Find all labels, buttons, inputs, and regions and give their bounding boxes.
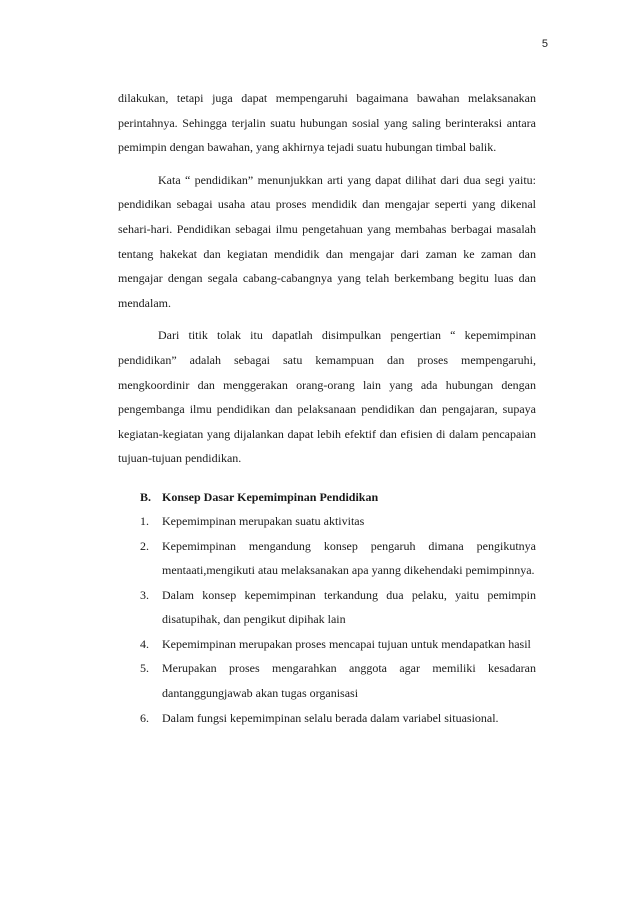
list-item-number: 4. bbox=[140, 636, 149, 651]
list-item-number: 1. bbox=[140, 513, 149, 528]
list-item bbox=[140, 583, 536, 632]
paragraph-kepemimpinan-pendidikan: Dari titik tolak itu dapatlah disimpulkan pengertian “ kepemimpinan pendidikan” adalah sebagai satu kemampuan dan proses mempengaruhi, mengkoordinir dan menggerakan orang-orang lain yang ada hubungan dengan pengembanga ilmu pendidikan dan pelaksanaan pendidikan dan pengajaran, supaya kegiatan-kegiatan yang dijalankan dapat lebih efektif dan efisien di dalam pencapaian tujuan-tujuan pendidikan. bbox=[118, 328, 536, 466]
list-item-number: 3. bbox=[140, 587, 149, 602]
list-item-text: Dalam fungsi kepemimpinan selalu berada dalam variabel situasional. bbox=[162, 710, 499, 725]
concept-list bbox=[140, 509, 536, 730]
list-item bbox=[140, 706, 536, 731]
list-item-text: Merupakan proses mengarahkan anggota agar memiliki kesadaran dantanggungjawab akan tugas organisasi bbox=[162, 661, 536, 701]
list-item-text: Dalam konsep kepemimpinan terkandung dua pelaku, yaitu pemimpin disatupihak, dan pengikut dipihak lain bbox=[162, 587, 536, 627]
section-marker: B. bbox=[140, 489, 152, 504]
list-item-text: Kepemimpinan merupakan suatu aktivitas bbox=[162, 513, 365, 528]
list-item-number: 5. bbox=[140, 661, 149, 676]
list-item-number: 6. bbox=[140, 710, 149, 725]
list-item-text: Kepemimpinan merupakan proses mencapai tujuan untuk mendapatkan hasil bbox=[162, 636, 531, 651]
list-item bbox=[140, 632, 536, 657]
section-konsep-dasar bbox=[118, 485, 536, 730]
paragraph-pendidikan-definition: Kata “ pendidikan” menunjukkan arti yang dapat dilihat dari dua segi yaitu: pendidikan sebagai usaha atau proses mendidik dan mengajar seperti yang dikenal sehari-hari. Pendidikan sebagai ilmu pengetahuan yang membahas berbagai masalah tentang hakekat dan kegiatan mendidik dan mengajar dari zaman ke zaman dan mengajar dengan segala cabang-cabangnya yang telah berkembang begitu luas dan mendalam. bbox=[118, 172, 536, 310]
paragraph-continuation: dilakukan, tetapi juga dapat mempengaruhi bagaimana bawahan melaksanakan perintahnya. Sehingga terjalin suatu hubungan sosial yang saling berinteraksi antara pemimpin dengan bawahan, yang akhirnya tejadi suatu hubungan timbal balik. bbox=[118, 91, 536, 155]
document-body bbox=[118, 86, 536, 730]
list-item bbox=[140, 656, 536, 705]
section-heading bbox=[140, 485, 536, 509]
list-item bbox=[140, 509, 536, 534]
list-item-text: Kepemimpinan mengandung konsep pengaruh dimana pengikutnya mentaati,mengikuti atau melaksanakan apa yanng dikehendaki pemimpinnya. bbox=[162, 538, 536, 578]
list-item-number: 2. bbox=[140, 538, 149, 553]
section-title: Konsep Dasar Kepemimpinan Pendidikan bbox=[162, 489, 379, 504]
list-item bbox=[140, 534, 536, 583]
page-number: 5 bbox=[541, 38, 548, 50]
